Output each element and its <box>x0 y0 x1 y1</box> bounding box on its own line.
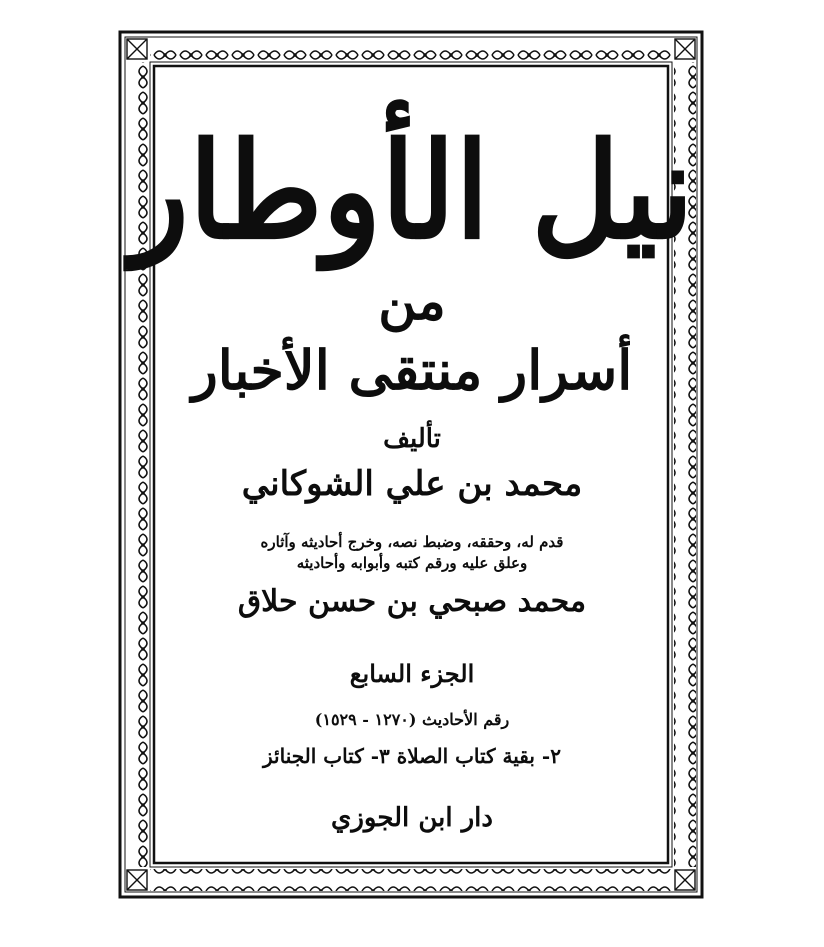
book-subtitle: أسرار منتقى الأخبار <box>191 338 633 402</box>
author-label: تأليف <box>383 424 441 454</box>
book-title: نيل الأوطار <box>130 114 694 269</box>
hadith-range: رقم الأحاديث (١٢٧٠ - ١٥٢٩) <box>314 710 510 729</box>
volume-label: الجزء السابع <box>349 659 475 688</box>
editor-credit-line-1: قدم له، وحققه، وضبط نصه، وخرج أحاديثه وآثاره <box>260 533 564 551</box>
editor-name: محمد صبحي بن حسن حلاق <box>237 584 587 619</box>
author-name: محمد بن علي الشوكاني <box>241 464 583 504</box>
volume-contents: ٢- بقية كتاب الصلاة ٣- كتاب الجنائز <box>263 744 561 768</box>
publisher-name: دار ابن الجوزي <box>331 803 493 833</box>
title-connector: من <box>378 271 446 332</box>
editor-credit-line-2: وعلق عليه ورقم كتبه وأبوابه وأحاديثه <box>296 554 528 572</box>
